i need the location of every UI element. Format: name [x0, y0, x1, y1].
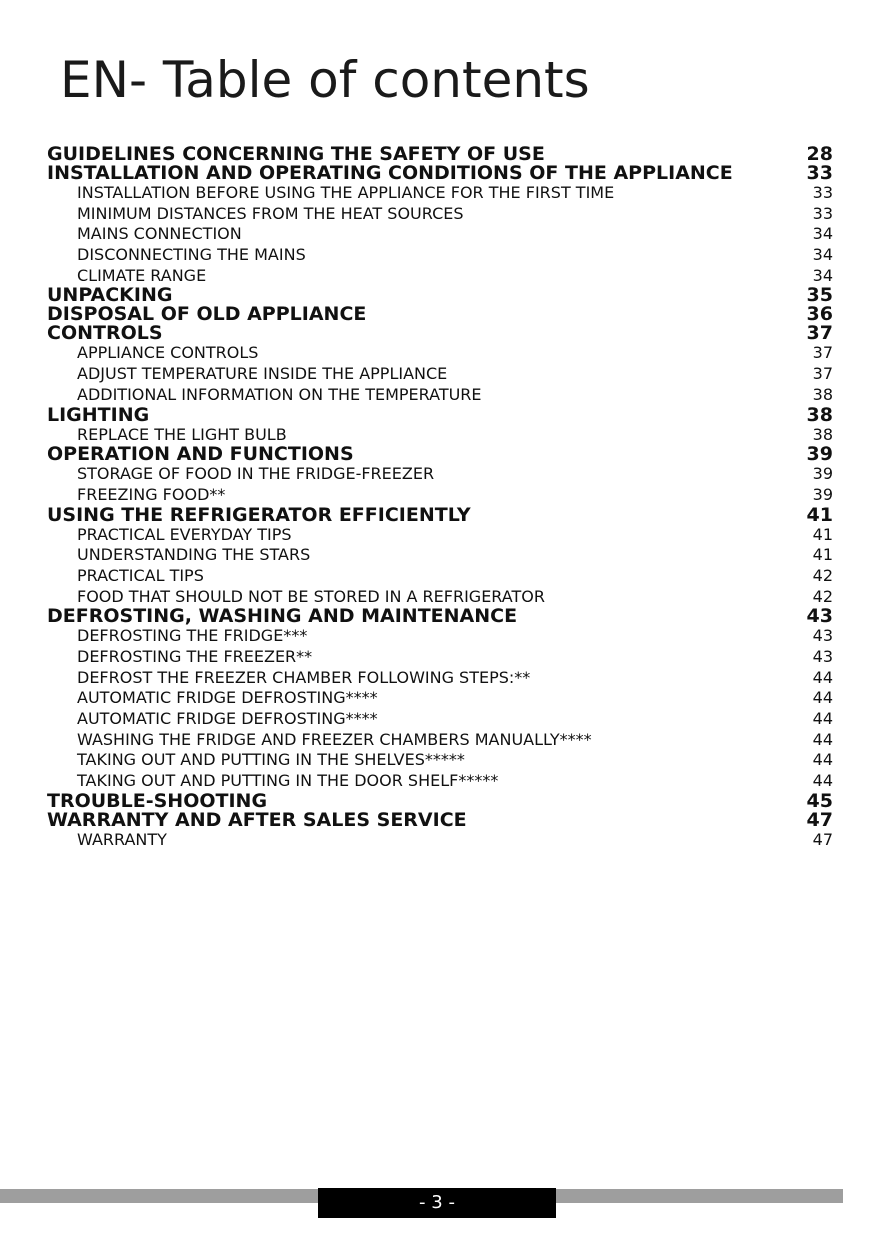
toc-entry-page-number: 39	[812, 464, 833, 484]
toc-entry-page-number: 33	[812, 203, 833, 223]
toc-entry-page-number: 28	[806, 143, 833, 165]
toc-entry-label: OPERATION AND FUNCTIONS	[47, 443, 354, 466]
toc-subsection-entry	[47, 464, 833, 485]
toc-entry-page-number: 36	[806, 303, 833, 326]
page-number: - 3 -	[318, 1188, 556, 1218]
toc-entry-label: DISCONNECTING THE MAINS	[77, 245, 306, 265]
toc-entry-label: CONTROLS	[47, 322, 163, 345]
toc-entry-page-number: 42	[812, 565, 833, 585]
toc-entry-page-number: 41	[812, 545, 833, 565]
toc-entry-label: MINIMUM DISTANCES FROM THE HEAT SOURCES	[77, 203, 464, 223]
toc-subsection-entry	[47, 750, 833, 771]
toc-entry-label: DEFROSTING THE FRIDGE***	[77, 626, 308, 646]
toc-entry-page-number: 47	[806, 808, 833, 831]
toc-entry-page-number: 45	[806, 789, 833, 812]
toc-entry-label: FOOD THAT SHOULD NOT BE STORED IN A REFRIGERATOR	[77, 586, 545, 606]
toc-subsection-entry	[47, 545, 833, 566]
toc-entry-label: INSTALLATION BEFORE USING THE APPLIANCE FOR THE FIRST TIME	[77, 183, 615, 202]
toc-entry-page-number: 37	[812, 343, 833, 363]
toc-entry-page-number: 39	[806, 443, 833, 466]
toc-entry-label: AUTOMATIC FRIDGE DEFROSTING****	[77, 688, 378, 708]
toc-section-entry	[47, 324, 833, 343]
toc-subsection-entry	[47, 566, 833, 587]
toc-entry-label: DEFROST THE FREEZER CHAMBER FOLLOWING STEPS:**	[77, 667, 531, 687]
toc-entry-label: USING THE REFRIGERATOR EFFICIENTLY	[47, 503, 471, 526]
toc-entry-label: PRACTICAL TIPS	[77, 565, 204, 585]
toc-entry-label: LIGHTING	[47, 403, 150, 426]
toc-entry-page-number: 43	[806, 605, 833, 628]
toc-section-entry	[47, 789, 833, 812]
toc-section-entry	[47, 503, 833, 526]
page-title: EN- Table of contents	[60, 51, 590, 109]
toc-subsection-entry	[47, 245, 833, 266]
toc-entry-label: INSTALLATION AND OPERATING CONDITIONS OF THE APPLIANCE	[47, 162, 733, 184]
toc-subsection-entry	[47, 343, 833, 364]
toc-entry-label: DEFROSTING THE FREEZER**	[77, 647, 313, 666]
toc-section-entry	[47, 808, 833, 831]
toc-entry-label: AUTOMATIC FRIDGE DEFROSTING****	[77, 709, 378, 729]
toc-subsection-entry	[47, 385, 833, 406]
toc-subsection-entry	[47, 668, 833, 689]
toc-subsection-entry	[47, 647, 833, 668]
toc-entry-label: TAKING OUT AND PUTTING IN THE DOOR SHELF*****	[77, 771, 499, 791]
toc-section-entry	[47, 305, 833, 324]
toc-entry-page-number: 44	[812, 688, 833, 708]
toc-entry-page-number: 43	[812, 626, 833, 646]
toc-entry-page-number: 44	[812, 771, 833, 791]
toc-section-entry	[47, 403, 833, 426]
toc-entry-page-number: 41	[812, 524, 833, 544]
toc-entry-page-number: 41	[806, 503, 833, 526]
toc-section-entry	[47, 164, 833, 183]
toc-entry-page-number: 43	[812, 647, 833, 666]
toc-subsection-entry	[47, 204, 833, 225]
toc-entry-page-number: 33	[806, 162, 833, 184]
toc-entry-page-number: 38	[812, 384, 833, 404]
toc-subsection-entry	[47, 224, 833, 245]
toc-entry-label: TAKING OUT AND PUTTING IN THE SHELVES*****	[77, 750, 465, 770]
toc-subsection-entry	[47, 771, 833, 792]
toc-subsection-entry	[47, 730, 833, 751]
toc-entry-label: UNDERSTANDING THE STARS	[77, 545, 311, 565]
toc-subsection-entry	[47, 525, 833, 546]
toc-entry-label: WASHING THE FRIDGE AND FREEZER CHAMBERS MANUALLY****	[77, 729, 592, 749]
toc-entry-page-number: 44	[812, 729, 833, 749]
toc-subsection-entry	[47, 425, 833, 446]
toc-entry-label: FREEZING FOOD**	[77, 484, 226, 504]
toc-entry-label: GUIDELINES CONCERNING THE SAFETY OF USE	[47, 143, 545, 165]
toc-entry-label: DEFROSTING, WASHING AND MAINTENANCE	[47, 605, 518, 628]
toc-entry-page-number: 38	[812, 424, 833, 444]
toc-subsection-entry	[47, 587, 833, 608]
toc-entry-label: STORAGE OF FOOD IN THE FRIDGE-FREEZER	[77, 464, 435, 484]
toc-entry-label: DISPOSAL OF OLD APPLIANCE	[47, 303, 367, 326]
toc-entry-page-number: 35	[806, 284, 833, 307]
toc-entry-page-number: 38	[806, 403, 833, 426]
toc-entry-page-number: 44	[812, 709, 833, 729]
toc-subsection-entry	[47, 266, 833, 287]
toc-entry-page-number: 33	[812, 183, 833, 202]
toc-entry-page-number: 47	[812, 829, 833, 849]
toc-entry-label: ADJUST TEMPERATURE INSIDE THE APPLIANCE	[77, 364, 448, 384]
toc-entry-label: CLIMATE RANGE	[77, 265, 207, 285]
toc-entry-label: WARRANTY	[77, 829, 167, 849]
toc-entry-page-number: 34	[812, 245, 833, 265]
toc-entry-label: MAINS CONNECTION	[77, 224, 242, 244]
toc-entry-page-number: 34	[812, 265, 833, 285]
toc-entry-label: APPLIANCE CONTROLS	[77, 343, 259, 363]
toc-subsection-entry	[47, 183, 833, 204]
toc-subsection-entry	[47, 626, 833, 647]
toc-entry-page-number: 34	[812, 224, 833, 244]
table-of-contents	[47, 145, 833, 851]
toc-entry-label: PRACTICAL EVERYDAY TIPS	[77, 524, 292, 544]
toc-entry-label: TROUBLE-SHOOTING	[47, 789, 268, 812]
toc-subsection-entry	[47, 688, 833, 709]
toc-entry-label: UNPACKING	[47, 284, 173, 307]
toc-section-entry	[47, 445, 833, 464]
toc-entry-page-number: 37	[812, 364, 833, 384]
toc-subsection-entry	[47, 830, 833, 851]
toc-entry-label: REPLACE THE LIGHT BULB	[77, 424, 287, 444]
toc-subsection-entry	[47, 485, 833, 506]
toc-entry-page-number: 37	[806, 322, 833, 345]
toc-entry-page-number: 44	[812, 667, 833, 687]
toc-entry-page-number: 44	[812, 750, 833, 770]
toc-section-entry	[47, 607, 833, 626]
toc-subsection-entry	[47, 709, 833, 730]
toc-entry-page-number: 39	[812, 484, 833, 504]
toc-entry-label: ADDITIONAL INFORMATION ON THE TEMPERATURE	[77, 384, 482, 404]
toc-entry-label: WARRANTY AND AFTER SALES SERVICE	[47, 808, 467, 831]
toc-entry-page-number: 42	[812, 586, 833, 606]
toc-subsection-entry	[47, 364, 833, 385]
